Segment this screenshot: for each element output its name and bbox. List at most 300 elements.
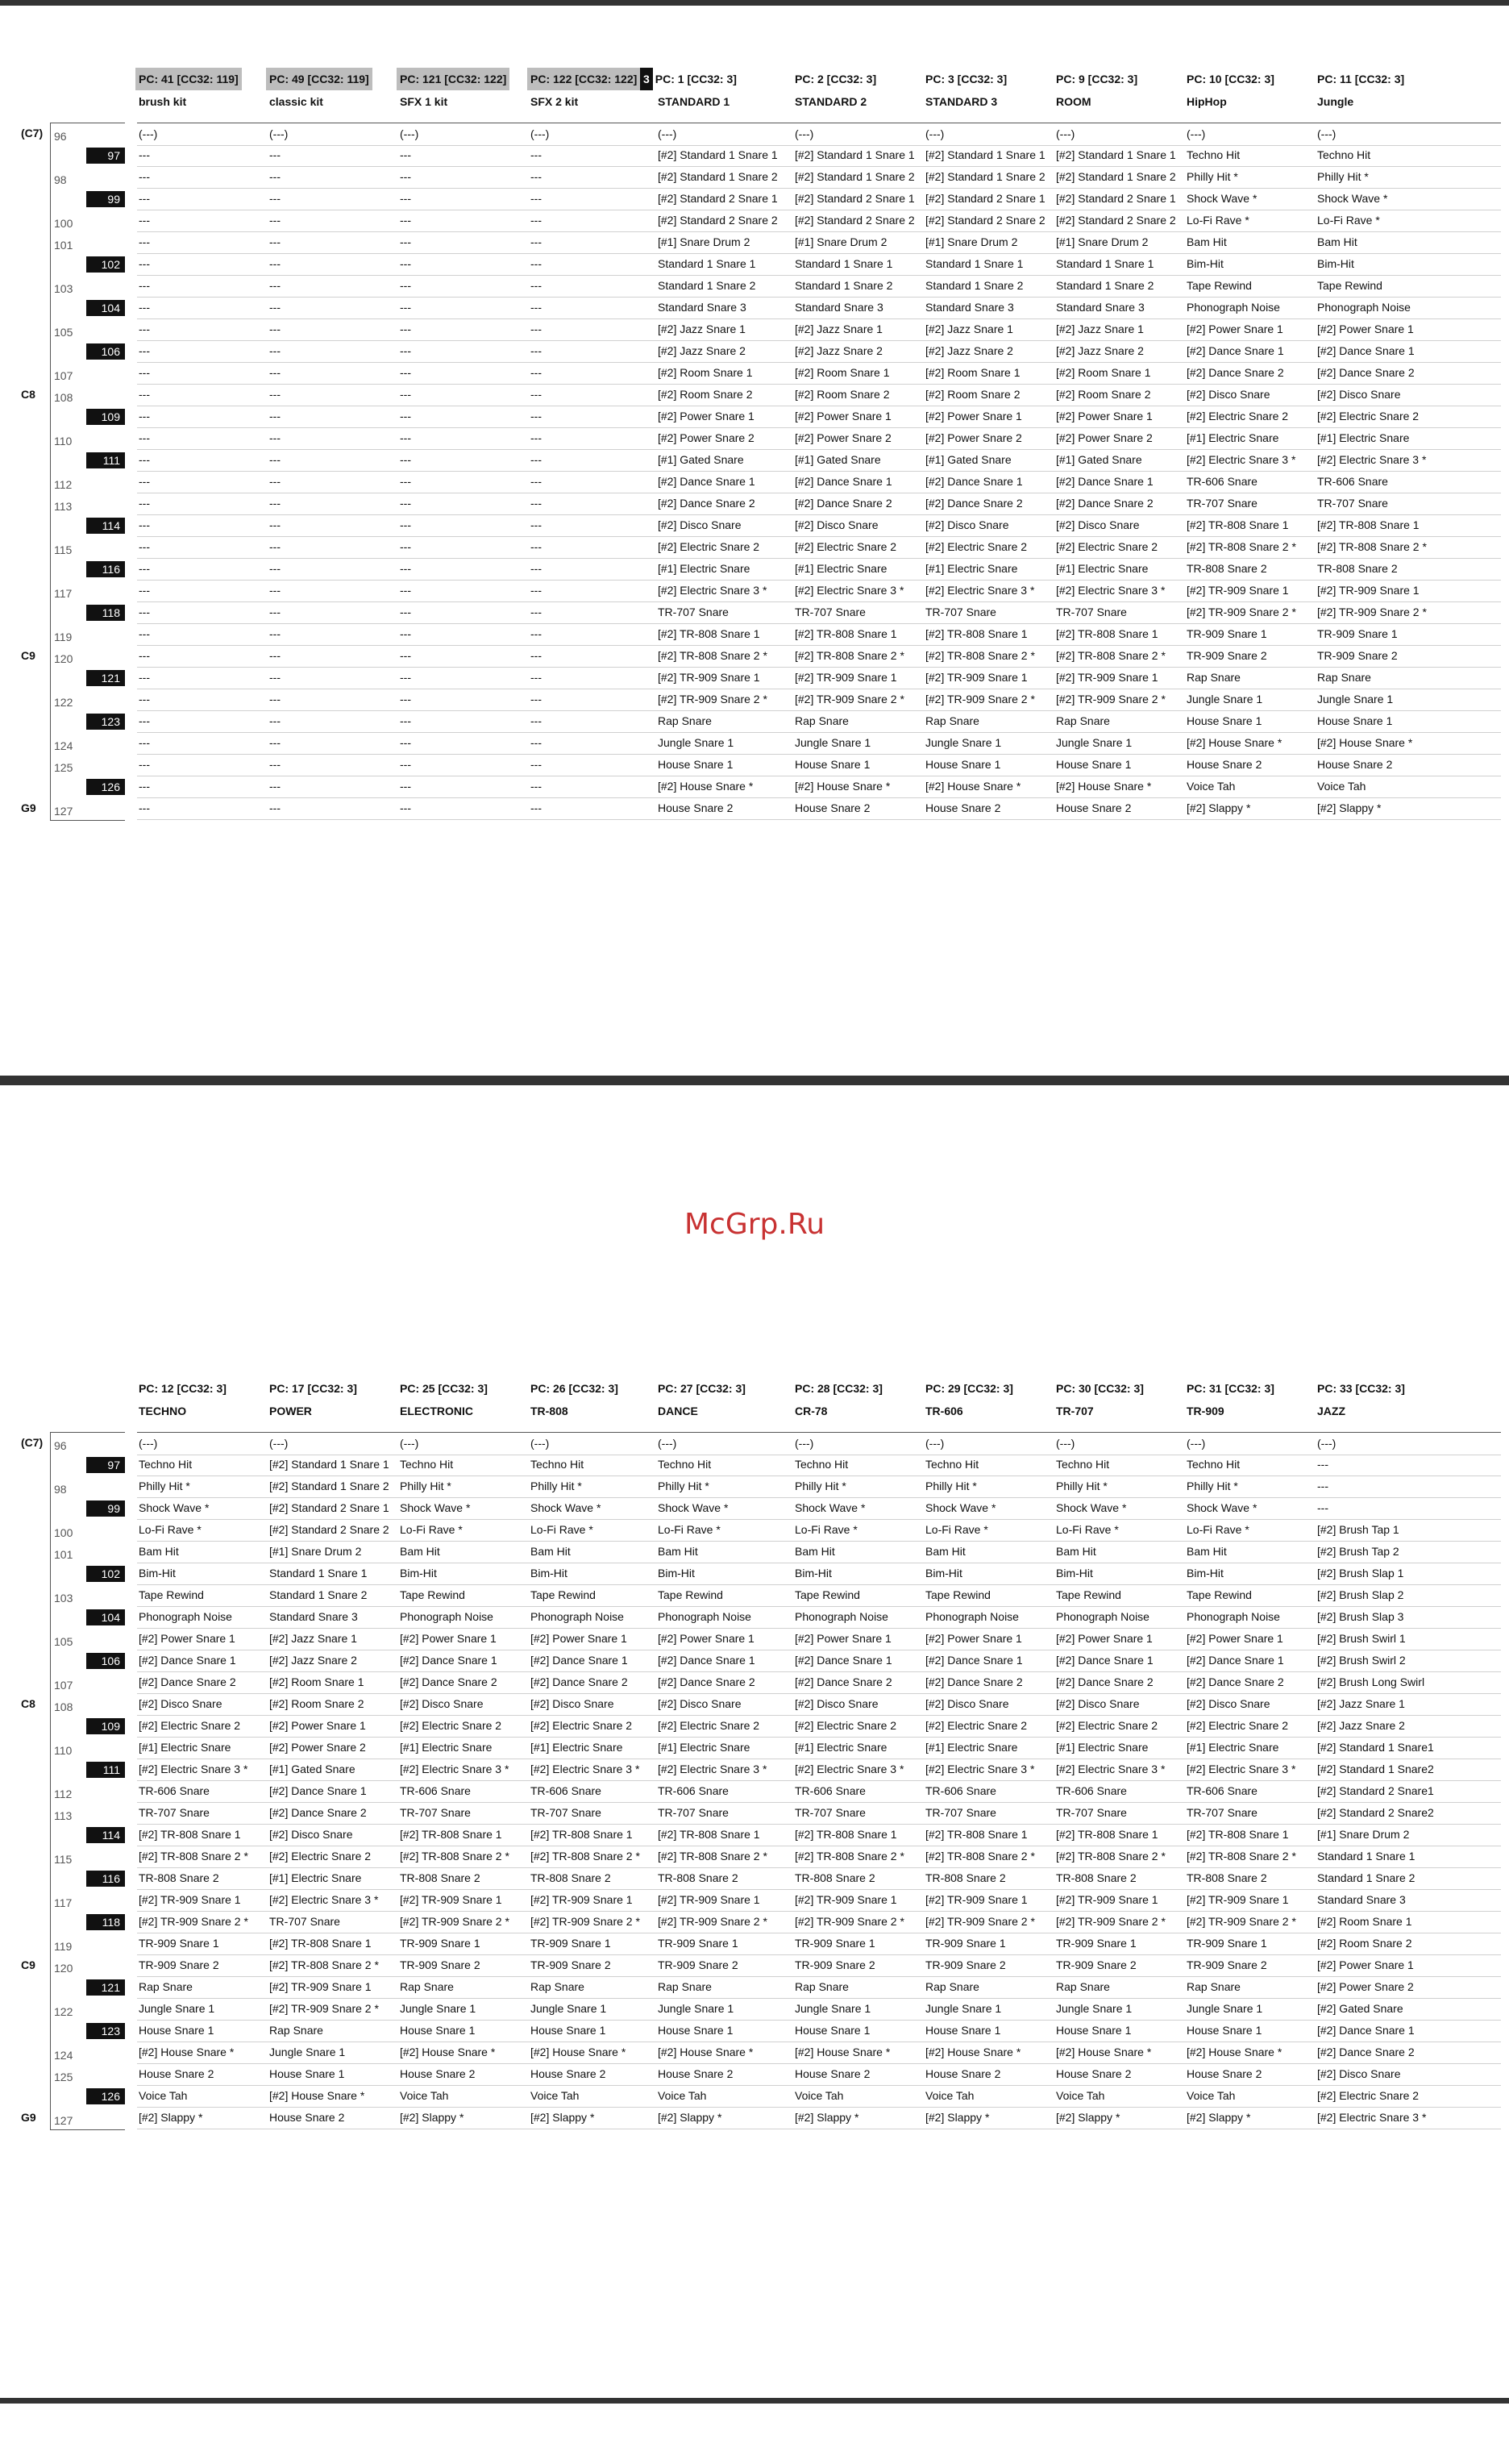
instrument-cell: --- [530,170,542,183]
instrument-cell: [#2] Electric Snare 2 [925,1719,1028,1732]
table-row [137,253,1501,276]
table-row [137,2063,1501,2086]
instrument-cell: Techno Hit [795,1458,849,1471]
program-change-label [1056,1377,1144,1400]
instrument-cell: House Snare 1 [1056,2024,1132,2037]
instrument-cell: [#2] Standard 2 Snare 1 [1056,192,1176,205]
instrument-cell: House Snare 2 [269,2111,345,2124]
instrument-cell: TR-909 Snare 2 [795,1958,875,1971]
instrument-cell: --- [530,344,542,357]
table-row [137,427,1501,450]
instrument-cell: TR-707 Snare [925,1806,996,1819]
instrument-cell: Bam Hit [1187,1545,1227,1558]
instrument-cell: [#2] Power Snare 2 [269,1741,366,1754]
instrument-cell: --- [400,693,411,705]
instrument-cell: Phonograph Noise [795,1610,888,1623]
column-header [139,68,242,113]
instrument-cell: [#2] Jazz Snare 2 [658,344,746,357]
instrument-cell: [#2] Electric Snare 3 * [1056,1763,1166,1775]
instrument-cell: [#2] House Snare * [1187,736,1282,749]
instrument-cell: [#2] Brush Slap 1 [1317,1567,1404,1580]
instrument-cell: House Snare 1 [1317,714,1393,727]
column-header [658,1377,746,1422]
instrument-cell: [#2] TR-808 Snare 1 [139,1828,241,1841]
table-header [0,68,1509,113]
instrument-cell: [#2] Slappy * [1056,2111,1120,2124]
instrument-cell: TR-808 Snare 2 [1317,562,1398,575]
instrument-cell: [#2] Electric Snare 3 * [1187,1763,1296,1775]
instrument-cell: [#2] Dance Snare 2 [795,497,892,510]
instrument-cell: [#2] Standard 2 Snare1 [1317,1784,1434,1797]
instrument-cell: [#2] Electric Snare 2 [1317,410,1420,422]
instrument-cell: [#2] Power Snare 1 [658,1632,754,1645]
kit-name: TR-808 [530,1405,568,1417]
program-change-label [266,68,372,90]
white-key-number: 101 [54,1548,73,1561]
instrument-cell: TR-909 Snare 1 [139,1937,219,1950]
instrument-cell: Standard Snare 3 [269,1610,358,1623]
instrument-cell: (---) [925,1437,945,1450]
instrument-cell: [#2] TR-909 Snare 2 * [1317,606,1427,618]
column-header [640,68,737,113]
top-rule [0,0,1509,6]
instrument-cell: [#2] House Snare * [795,780,891,793]
bottom-rule [0,2398,1509,2404]
instrument-cell: --- [400,562,411,575]
black-key-number: 99 [86,191,125,207]
instrument-cell: [#2] Power Snare 1 [795,1632,892,1645]
instrument-cell: [#2] Power Snare 1 [530,1632,627,1645]
instrument-cell: [#2] Jazz Snare 2 [795,344,883,357]
instrument-cell: [#2] TR-808 Snare 1 [400,1828,502,1841]
instrument-cell: [#2] TR-808 Snare 1 [658,1828,760,1841]
instrument-cell: Lo-Fi Rave * [530,1523,593,1536]
instrument-cell: TR-606 Snare [795,1784,866,1797]
instrument-cell: [#2] TR-909 Snare 2 * [1187,606,1296,618]
instrument-cell: Standard 1 Snare 2 [925,279,1024,292]
instrument-cell: House Snare 2 [1056,2067,1132,2080]
drum-kit-table-1 [0,68,1509,826]
program-change-text: PC: 25 [CC32: 3] [400,1382,488,1395]
instrument-cell: Lo-Fi Rave * [1187,1523,1249,1536]
instrument-cell: Lo-Fi Rave * [400,1523,463,1536]
instrument-cell: [#2] Electric Snare 3 * [795,584,904,597]
octave-label: C9 [21,1958,35,1971]
table-row [137,1933,1501,1955]
table-row [137,1889,1501,1912]
instrument-cell: Tape Rewind [400,1588,465,1601]
instrument-cell: [#2] Disco Snare [400,1697,484,1710]
instrument-cell: Jungle Snare 1 [400,2002,476,2015]
table-row [137,536,1501,559]
black-key-number: 116 [86,1871,125,1887]
instrument-cell: [#2] TR-909 Snare 2 * [1056,1915,1166,1928]
instrument-cell: [#2] TR-808 Snare 2 * [139,1850,248,1863]
instrument-cell: TR-909 Snare 1 [1056,1937,1137,1950]
program-change-label [135,68,242,90]
kit-name: STANDARD 3 [925,95,998,108]
kit-name: Jungle [1317,95,1354,108]
instrument-cell: [#2] House Snare * [658,780,754,793]
instrument-cell: Bam Hit [1187,235,1227,248]
instrument-cell: --- [269,235,281,248]
table-row [137,689,1501,711]
instrument-cell: [#1] Snare Drum 2 [795,235,888,248]
instrument-cell: [#2] House Snare * [1056,780,1152,793]
instrument-cell: Lo-Fi Rave * [1317,214,1380,227]
instrument-cell: TR-909 Snare 1 [400,1937,480,1950]
instrument-cell: [#1] Electric Snare [658,562,750,575]
instrument-cell: [#2] Brush Slap 2 [1317,1588,1404,1601]
instrument-cell: (---) [139,127,158,140]
instrument-cell: [#2] TR-808 Snare 2 * [269,1958,379,1971]
instrument-cell: Jungle Snare 1 [269,2046,346,2058]
instrument-cell: Bim-Hit [1317,257,1354,270]
black-key-number: 97 [86,148,125,164]
instrument-cell: [#2] TR-909 Snare 2 * [1056,693,1166,705]
instrument-cell: [#2] Power Snare 1 [795,410,892,422]
instrument-cell: --- [400,388,411,401]
kit-name: ROOM [1056,95,1091,108]
instrument-cell: --- [530,214,542,227]
white-key-number: 127 [54,805,73,818]
instrument-cell: [#2] Power Snare 2 [925,431,1022,444]
kit-name: SFX 1 kit [400,95,448,108]
instrument-cell: [#2] Slappy * [925,2111,990,2124]
table-row [137,797,1501,820]
instrument-cell: Bam Hit [658,1545,698,1558]
program-change-text: PC: 3 [CC32: 3] [925,73,1008,85]
instrument-cell: House Snare 1 [530,2024,606,2037]
instrument-cell: TR-909 Snare 1 [1187,627,1267,640]
instrument-cell: Shock Wave * [1317,192,1388,205]
instrument-cell: [#2] Power Snare 1 [1056,1632,1153,1645]
instrument-cell: [#2] Power Snare 1 [925,410,1022,422]
instrument-cell: [#2] TR-909 Snare 1 [658,1893,760,1906]
instrument-cell: --- [400,323,411,335]
instrument-cell: --- [530,801,542,814]
table-row [137,732,1501,755]
instrument-cell: Rap Snare [1056,714,1110,727]
instrument-cell: Bam Hit [139,1545,179,1558]
white-key-number: 120 [54,1962,73,1975]
instrument-cell: [#2] Disco Snare [1056,518,1140,531]
instrument-cell: --- [530,606,542,618]
instrument-cell: TR-808 Snare 2 [795,1871,875,1884]
instrument-cell: [#1] Gated Snare [795,453,881,466]
instrument-cell: [#2] TR-808 Snare 2 * [925,1850,1035,1863]
instrument-cell: [#2] Dance Snare 1 [658,475,755,488]
table-row [137,188,1501,210]
instrument-cell: --- [530,758,542,771]
instrument-cell: --- [269,323,281,335]
table-row [137,1998,1501,2021]
instrument-cell: Tape Rewind [658,1588,723,1601]
program-change-label [925,68,1007,90]
instrument-cell: [#2] Slappy * [658,2111,722,2124]
instrument-cell: [#2] Slappy * [1187,2111,1251,2124]
instrument-cell: [#2] Disco Snare [139,1697,222,1710]
instrument-cell: Jungle Snare 1 [139,2002,215,2015]
table-row [137,275,1501,298]
program-change-label [925,1377,1013,1400]
instrument-cell: [#2] Electric Snare 2 [139,1719,241,1732]
instrument-cell: House Snare 2 [925,801,1001,814]
table-row [137,231,1501,254]
instrument-cell: Phonograph Noise [400,1610,493,1623]
instrument-cell: House Snare 2 [139,2067,214,2080]
instrument-cell: [#2] Jazz Snare 1 [795,323,883,335]
instrument-cell: [#2] Dance Snare 2 [1187,366,1284,379]
instrument-cell: [#2] TR-808 Snare 1 [1187,1828,1289,1841]
instrument-cell: Standard Snare 3 [1317,1893,1406,1906]
instrument-cell: TR-606 Snare [925,1784,996,1797]
instrument-cell: [#2] TR-808 Snare 1 [1317,518,1420,531]
instrument-cell: House Snare 1 [1187,714,1262,727]
instrument-cell: --- [530,780,542,793]
black-key-number: 123 [86,2023,125,2039]
instrument-cell: [#1] Electric Snare [925,1741,1018,1754]
instrument-cell: Philly Hit * [1317,170,1369,183]
instrument-cell: [#2] Electric Snare 2 [1187,410,1289,422]
instrument-cell: Bam Hit [1056,1545,1096,1558]
instrument-cell: Phonograph Noise [1187,1610,1280,1623]
white-key-number: 100 [54,1526,73,1539]
instrument-cell: --- [139,540,150,553]
instrument-cell: --- [1317,1501,1328,1514]
instrument-cell: --- [530,714,542,727]
instrument-cell: House Snare 1 [795,758,871,771]
instrument-cell: [#2] Electric Snare 3 * [269,1893,379,1906]
instrument-cell: --- [530,584,542,597]
instrument-cell: --- [269,627,281,640]
instrument-cell: [#2] Dance Snare 1 [795,475,892,488]
instrument-cell: --- [400,649,411,662]
kit-name: brush kit [139,95,187,108]
instrument-cell: [#2] Room Snare 1 [269,1675,364,1688]
instrument-cell: [#2] Dance Snare 2 [925,497,1023,510]
instrument-cell: Rap Snare [658,714,712,727]
instrument-cell: Tape Rewind [1187,1588,1252,1601]
instrument-cell: [#1] Electric Snare [269,1871,362,1884]
instrument-cell: Voice Tah [925,2089,975,2102]
instrument-cell: [#2] Disco Snare [1056,1697,1140,1710]
instrument-cell: [#2] Disco Snare [1187,388,1270,401]
instrument-cell: Lo-Fi Rave * [1187,214,1249,227]
instrument-cell: Bim-Hit [795,1567,832,1580]
program-change-text: PC: 10 [CC32: 3] [1187,73,1274,85]
instrument-cell: [#2] Dance Snare 1 [658,1654,755,1667]
instrument-cell: Standard Snare 3 [925,301,1014,314]
instrument-cell: Bim-Hit [658,1567,695,1580]
instrument-cell: [#2] Electric Snare 3 * [1187,453,1296,466]
instrument-cell: House Snare 1 [1056,758,1132,771]
program-change-label [795,1377,883,1400]
instrument-cell: --- [269,758,281,771]
instrument-cell: [#2] Dance Snare 2 [658,1675,755,1688]
instrument-cell: Shock Wave * [1187,192,1258,205]
black-key-number: 99 [86,1500,125,1517]
instrument-cell: [#2] Disco Snare [925,518,1009,531]
instrument-cell: TR-909 Snare 2 [1317,649,1398,662]
black-key-number: 111 [86,1762,125,1778]
instrument-cell: TR-909 Snare 2 [658,1958,738,1971]
instrument-cell: [#2] Room Snare 1 [1317,1915,1412,1928]
instrument-cell: --- [269,453,281,466]
instrument-cell: Jungle Snare 1 [925,736,1002,749]
instrument-cell: [#2] Jazz Snare 2 [1056,344,1144,357]
white-key-number: 108 [54,1700,73,1713]
instrument-cell: [#2] Dance Snare 1 [139,1654,236,1667]
instrument-cell: Shock Wave * [925,1501,996,1514]
octave-label: C8 [21,1697,35,1710]
instrument-cell: [#2] Standard 2 Snare 1 [795,192,915,205]
instrument-cell: --- [400,518,411,531]
instrument-cell: [#2] Power Snare 1 [269,1719,366,1732]
instrument-cell: [#2] Standard 2 Snare 1 [925,192,1045,205]
instrument-cell: [#2] Dance Snare 2 [269,1806,367,1819]
instrument-cell: Techno Hit [658,1458,712,1471]
instrument-cell: [#2] Electric Snare 2 [1056,540,1158,553]
instrument-cell: Philly Hit * [1187,170,1238,183]
instrument-cell: House Snare 2 [1056,801,1132,814]
instrument-cell: [#2] Standard 2 Snare 2 [795,214,915,227]
instrument-cell: [#1] Snare Drum 2 [658,235,750,248]
instrument-cell: --- [400,758,411,771]
instrument-cell: [#2] House Snare * [400,2046,496,2058]
instrument-cell: [#2] Slappy * [1317,801,1382,814]
instrument-cell: [#2] TR-808 Snare 1 [658,627,760,640]
table-row [137,210,1501,232]
octave-label: C8 [21,388,35,401]
instrument-cell: Jungle Snare 1 [795,736,871,749]
instrument-cell: [#2] House Snare * [925,780,1021,793]
table-row [137,1584,1501,1607]
instrument-cell: Rap Snare [400,1980,454,1993]
program-change-text: PC: 121 [CC32: 122] [400,73,507,85]
instrument-cell: [#2] Room Snare 2 [658,388,753,401]
white-key-number: 124 [54,2049,73,2062]
instrument-cell: [#2] TR-808 Snare 2 * [1317,540,1427,553]
instrument-cell: (---) [400,1437,419,1450]
instrument-cell: [#2] Dance Snare 1 [925,475,1023,488]
instrument-cell: --- [530,192,542,205]
instrument-cell: --- [400,410,411,422]
instrument-cell: House Snare 1 [658,2024,734,2037]
instrument-cell: --- [269,649,281,662]
instrument-cell: [#2] TR-808 Snare 1 [530,1828,633,1841]
instrument-cell: [#2] TR-909 Snare 1 [1187,584,1289,597]
instrument-cell: Bim-Hit [1056,1567,1093,1580]
white-key-number: 98 [54,1483,67,1496]
instrument-cell: (---) [530,1437,550,1450]
program-change-text: PC: 12 [CC32: 3] [139,1382,227,1395]
black-key-number: 121 [86,670,125,686]
instrument-cell: House Snare 1 [925,2024,1001,2037]
instrument-cell: --- [530,257,542,270]
kit-name: ELECTRONIC [400,1405,473,1417]
white-key-number: 113 [54,500,73,513]
instrument-cell: --- [400,431,411,444]
instrument-cell: [#2] Jazz Snare 2 [1317,1719,1405,1732]
instrument-cell: [#2] Electric Snare 3 * [658,1763,767,1775]
program-change-label [658,1377,746,1400]
table-row [137,1541,1501,1563]
instrument-cell: --- [269,214,281,227]
instrument-cell: Lo-Fi Rave * [925,1523,988,1536]
instrument-cell: [#1] Electric Snare [1187,1741,1279,1754]
instrument-cell: Philly Hit * [530,1480,582,1492]
table-row [137,1475,1501,1498]
instrument-cell: Tape Rewind [139,1588,204,1601]
black-key-number: 126 [86,2088,125,2104]
instrument-cell: [#2] Power Snare 1 [1317,1958,1414,1971]
instrument-cell: [#2] Brush Tap 1 [1317,1523,1399,1536]
keyboard-strip [50,123,125,821]
instrument-cell: House Snare 2 [925,2067,1001,2080]
instrument-cell: [#2] Jazz Snare 1 [658,323,746,335]
white-key-number: 125 [54,761,73,774]
instrument-cell: (---) [1056,1437,1075,1450]
instrument-cell: --- [269,693,281,705]
instrument-cell: [#2] TR-909 Snare 1 [795,671,897,684]
instrument-cell: [#2] TR-909 Snare 2 * [925,693,1035,705]
instrument-cell: [#2] Slappy * [139,2111,203,2124]
instrument-cell: [#2] TR-808 Snare 2 * [658,1850,767,1863]
instrument-cell: [#2] TR-808 Snare 1 [269,1937,372,1950]
instrument-cell: TR-707 Snare [795,1806,866,1819]
instrument-cell: [#2] House Snare * [1056,2046,1152,2058]
instrument-cell: (---) [1317,127,1336,140]
instrument-cell: TR-808 Snare 2 [139,1871,219,1884]
instrument-cell: --- [139,562,150,575]
instrument-cell: Jungle Snare 1 [795,2002,871,2015]
instrument-cell: --- [269,344,281,357]
instrument-cell: House Snare 2 [795,801,871,814]
instrument-cell: --- [530,301,542,314]
instrument-cell: [#2] TR-909 Snare 1 [139,1893,241,1906]
instrument-cell: [#2] TR-909 Snare 1 [1056,671,1158,684]
instrument-cell: Voice Tah [139,2089,188,2102]
instrument-cell: [#2] TR-909 Snare 1 [795,1893,897,1906]
table-row [137,406,1501,428]
instrument-cell: [#2] TR-808 Snare 1 [925,1828,1028,1841]
table-row [137,166,1501,189]
instrument-cell: [#2] TR-909 Snare 2 * [530,1915,640,1928]
instrument-cell: --- [530,649,542,662]
program-change-label [269,1377,357,1400]
black-key-number: 126 [86,779,125,795]
instrument-cell: [#2] Gated Snare [1317,2002,1403,2015]
instrument-cell: [#2] Electric Snare 2 [658,1719,760,1732]
instrument-cell: [#2] TR-808 Snare 2 * [1187,540,1296,553]
program-change-label [397,68,509,90]
instrument-cell: [#2] Room Snare 2 [1317,1937,1412,1950]
instrument-cell: Shock Wave * [400,1501,471,1514]
instrument-cell: [#2] Power Snare 2 [1056,431,1153,444]
table-row [137,558,1501,581]
instrument-cell: Jungle Snare 1 [1187,693,1263,705]
instrument-cell: Techno Hit [925,1458,979,1471]
instrument-cell: --- [139,758,150,771]
instrument-cell: [#2] Jazz Snare 2 [269,1654,357,1667]
instrument-cell: (---) [658,127,677,140]
instrument-cell: TR-909 Snare 2 [400,1958,480,1971]
instrument-cell: [#2] TR-808 Snare 1 [795,1828,897,1841]
instrument-cell: --- [269,388,281,401]
instrument-cell: TR-707 Snare [530,1806,601,1819]
instrument-cell: [#2] Dance Snare 1 [1317,344,1415,357]
